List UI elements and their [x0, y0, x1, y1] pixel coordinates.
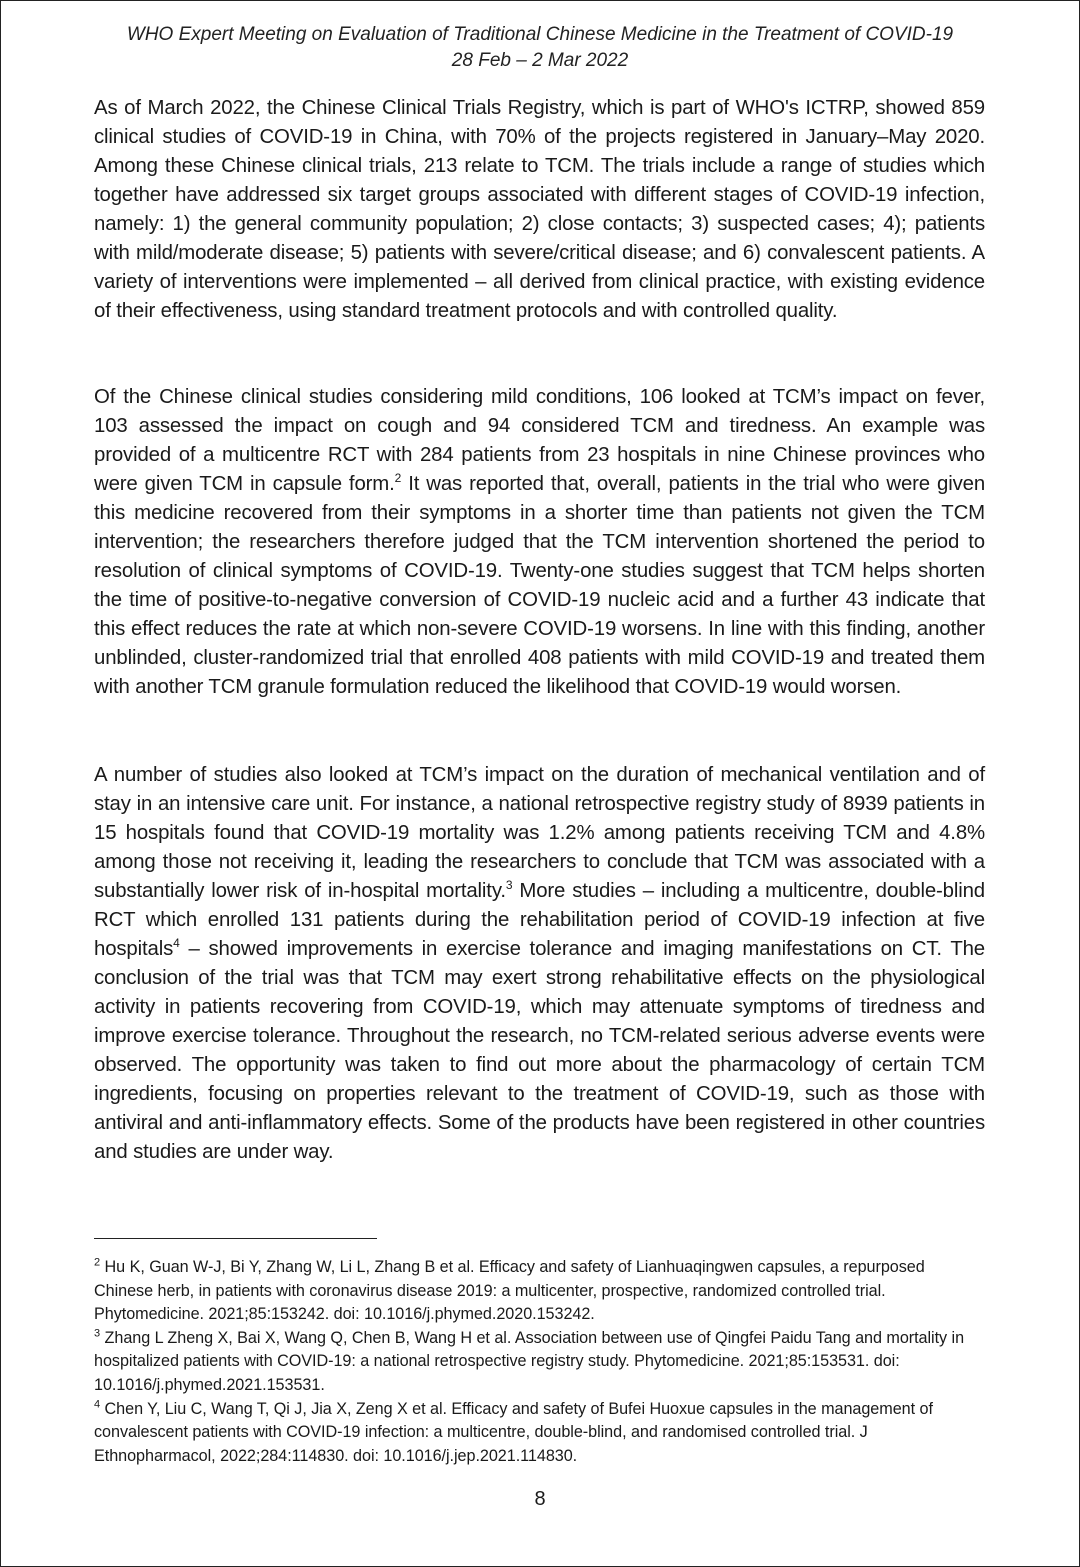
footnote-number: 4 [94, 1398, 101, 1411]
paragraph-text: As of March 2022, the Chinese Clinical Trials Registry, which is part of WHO's ICTRP, showed 859 clinical studies of COVID-19 in China, with 70% of the projects registered in January–May 2020. Among these Chinese clinical trials, 213 relate to TCM. The trials include a range of studies which together have addressed six target groups associated with different stages of COVID-19 infection, namely: 1) the general community population; 2) close contacts; 3) suspected cases; 4); patients with mild/moderate disease; 5) patients with severe/critical disease; and 6) convalescent patients. A variety of interventions were implemented – all derived from clinical practice, with existing evidence of their effectiveness, using standard treatment protocols and with controlled quality. [94, 97, 985, 322]
footnote-divider [94, 1238, 377, 1239]
paragraph-text-part: It was reported that, overall, patients in the trial who were given this medicine recovered from their symptoms in a shorter time than patients not given the TCM intervention; the researchers therefore judged that the TCM intervention shortened the period to resolution of clinical symptoms of COVID-19. Twenty-one studies suggest that TCM helps shorten the time of positive-to-negative conversion of COVID-19 nucleic acid and a further 43 indicate that this effect reduces the rate at which non-severe COVID-19 worsens. In line with this finding, another unblinded, cluster-randomized trial that enrolled 408 patients with mild COVID-19 and treated them with another TCM granule formulation reduced the likelihood that COVID-19 would worsen. [94, 473, 986, 698]
paragraph-text-part: – showed improvements in exercise tolerance and imaging manifestations on CT. The conclusion of the trial was that TCM may exert strong rehabilitative effects on the physiological activity in patients recovering from COVID-19, which may attenuate symptoms of tiredness and improve exercise tolerance. Throughout the research, no TCM-related serious adverse events were observed. The opportunity was taken to find out more about the pharmacology of certain TCM ingredients, focusing on properties relevant to the treatment of COVID-19, such as those with antiviral and anti-inflammatory effects. Some of the products have been registered in other countries and studies are under way. [94, 938, 985, 1163]
paragraph-text [94, 761, 985, 1167]
paragraph-mild-conditions [94, 383, 985, 702]
footnote-ref-4[interactable]: 4 [173, 936, 180, 951]
paragraph-text [94, 383, 985, 702]
footnote-3 [94, 1327, 985, 1398]
running-header [40, 22, 1040, 74]
footnote-ref-3[interactable]: 3 [505, 878, 513, 893]
footnote-4 [94, 1398, 985, 1469]
header-title: WHO Expert Meeting on Evaluation of Traditional Chinese Medicine in the Treatment of COVID-19 [126, 24, 954, 45]
page-number: 8 [534, 1488, 546, 1510]
footnote-text: Hu K, Guan W-J, Bi Y, Zhang W, Li L, Zhang B et al. Efficacy and safety of Lianhuaqingwen capsules, a repurposed Chinese herb, in patients with coronavirus disease 2019: a multicenter, prospective, randomized controlled trial. Phytomedicine. 2021;85:153242. doi: 10.1016/j.phymed.2020.153242. [94, 1258, 925, 1324]
footnote-ref-2[interactable]: 2 [394, 471, 402, 486]
footnote-number: 3 [94, 1327, 101, 1340]
footnotes [94, 1256, 985, 1468]
paragraph-registry [94, 94, 985, 326]
header-dates: 28 Feb – 2 Mar 2022 [451, 50, 629, 71]
paragraph-text-part: More studies – including a multicentre, double-blind RCT which enrolled 131 patients during the rehabilitation period of COVID-19 infection at five hospitals [94, 880, 985, 960]
paragraph-text-part: Of the Chinese clinical studies considering mild conditions, 106 looked at TCM’s impact on fever, 103 assessed the impact on cough and 94 considered TCM and tiredness. An example was provided of a multicentre RCT with 284 patients from 23 hospitals in nine Chinese provinces who were given TCM in capsule form. [94, 386, 985, 495]
paragraph-mortality [94, 761, 985, 1167]
footnote-number: 2 [94, 1256, 101, 1269]
footnote-text: Zhang L Zheng X, Bai X, Wang Q, Chen B, Wang H et al. Association between use of Qingfei Paidu Tang and mortality in hospitalized patients with COVID-19: a national retrospective registry study. Phytomedicine. 2021;85:153531. doi: 10.1016/j.phymed.2021.153531. [94, 1328, 965, 1394]
paragraph-text-part: A number of studies also looked at TCM’s impact on the duration of mechanical ventilation and of stay in an intensive care unit. For instance, a national retrospective registry study of 8939 patients in 15 hospitals found that COVID-19 mortality was 1.2% among patients receiving TCM and 4.8% among those not receiving it, leading the researchers to conclude that TCM was associated with a substantially lower risk of in-hospital mortality. [94, 764, 985, 902]
footnote-2 [94, 1256, 985, 1327]
footnote-text: Chen Y, Liu C, Wang T, Qi J, Jia X, Zeng X et al. Efficacy and safety of Bufei Huoxue capsules in the management of convalescent patients with COVID-19 infection: a multicentre, double-blind, and randomised controlled trial. J Ethnopharmacol, 2022;284:114830. doi: 10.1016/j.jep.2021.114830. [94, 1399, 933, 1465]
